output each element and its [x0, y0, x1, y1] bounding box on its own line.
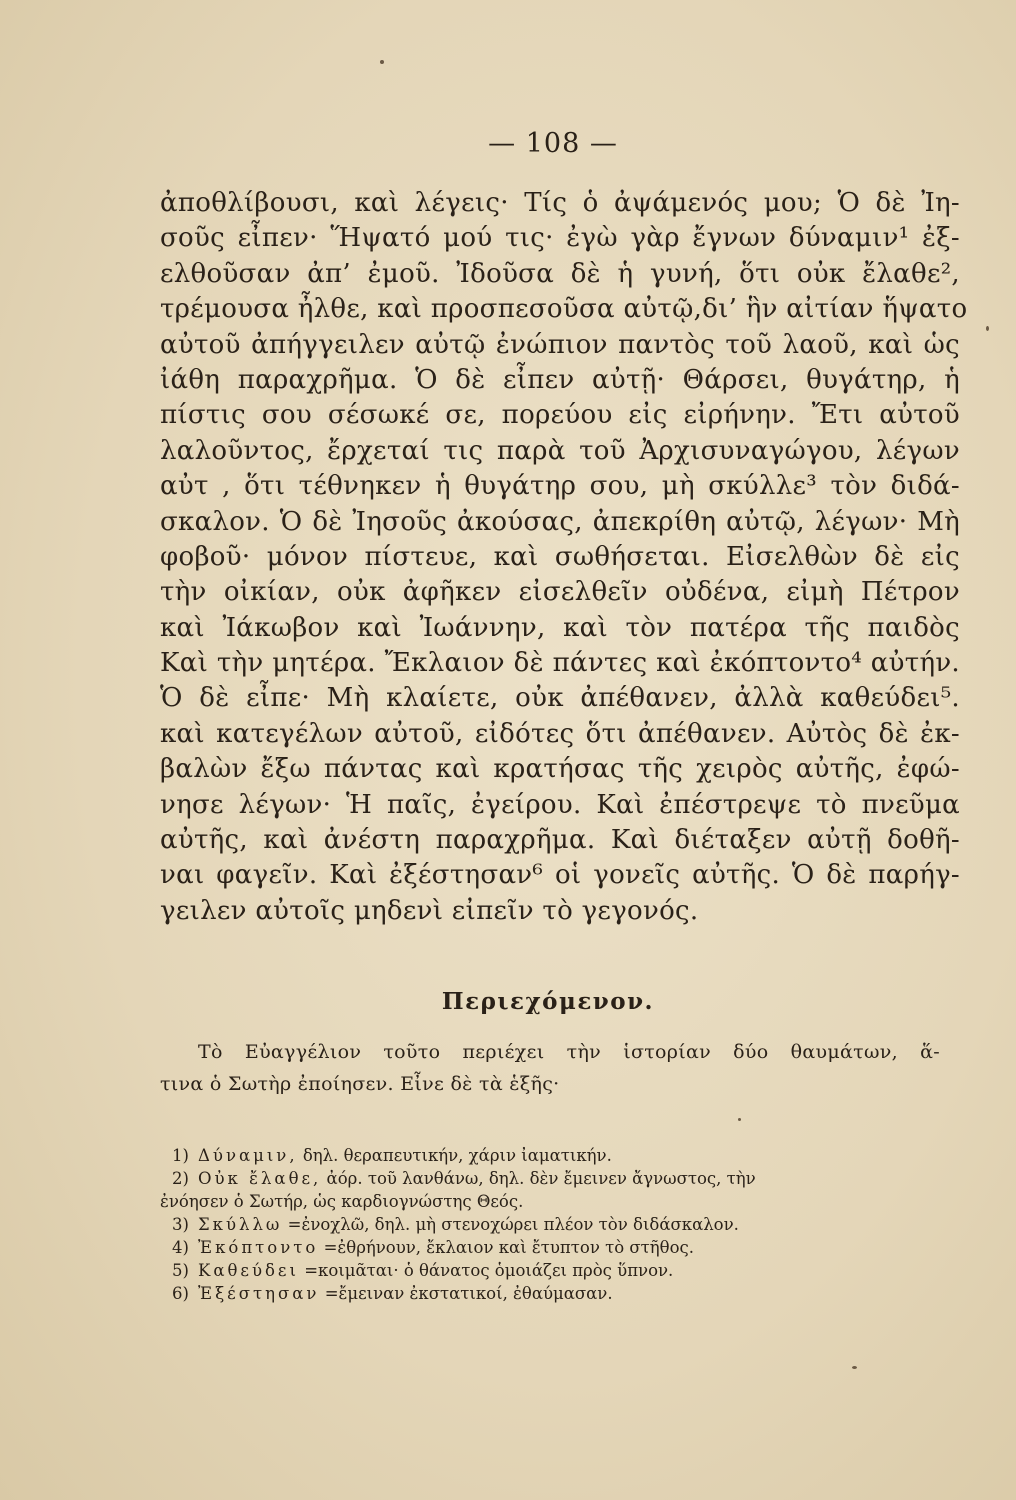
footnote-number: 5): [172, 1261, 189, 1280]
footnote-text: δηλ. θεραπευτικήν, χάριν ἰαματικήν.: [302, 1146, 612, 1165]
ink-speck: [986, 326, 989, 331]
footnote-term: Οὐκ ἔλαθε,: [198, 1169, 322, 1188]
footnote-term: Σκύλλω: [198, 1215, 283, 1234]
footnote: [172, 1236, 932, 1259]
text-line: σοῦς εἶπεν· Ἥψατό μού τις· ἐγὼ γὰρ ἔγνων δύναμιν¹ ἐξ-: [160, 223, 960, 254]
text-line: λαλοῦντος, ἔρχεταί τις παρὰ τοῦ Ἀρχισυναγώγου, λέγων: [160, 435, 960, 466]
ink-speck: [738, 1118, 741, 1121]
text-line: σκαλον. Ὁ δὲ Ἰησοῦς ἀκούσας, ἀπεκρίθη αὐτῷ, λέγων· Μὴ: [160, 506, 960, 537]
text-line: Καὶ τὴν μητέρα. Ἔκλαιον δὲ πάντες καὶ ἐκόπτοντο⁴ αὐτήν.: [160, 648, 960, 679]
content-line: Τὸ Εὐαγγέλιον τοῦτο περιέχει τὴν ἱστορίαν δύο θαυμάτων, ἅ-: [198, 1041, 940, 1063]
text-line: ναι φαγεῖν. Καὶ ἐξέστησαν⁶ οἱ γονεῖς αὐτῆς. Ὁ δὲ παρήγ-: [160, 860, 960, 891]
text-line: νησε λέγων· Ἡ παῖς, ἐγείρου. Καὶ ἐπέστρεψε τὸ πνεῦμα: [160, 789, 960, 820]
text-line: γειλεν αὐτοῖς μηδενὶ εἰπεῖν τὸ γεγονός.: [160, 895, 699, 926]
ink-speck: [380, 60, 384, 64]
footnote-text: =ἐθρήνουν, ἔκλαιον καὶ ἔτυπτον τὸ στῆθος.: [323, 1238, 695, 1257]
ink-speck: [852, 1366, 857, 1369]
text-line: βαλὼν ἔξω πάντας καὶ κρατήσας τῆς χειρὸς αὐτῆς, ἐφώ-: [160, 754, 960, 785]
text-line: αὐτῆς, καὶ ἀνέστη παραχρῆμα. Καὶ διέταξεν αὐτῇ δοθῆ-: [160, 825, 960, 856]
footnote: [172, 1282, 932, 1305]
text-line: πίστις σου σέσωκέ σε, πορεύου εἰς εἰρήνην. Ἔτι αὐτοῦ: [160, 400, 960, 431]
content-line: τινα ὁ Σωτὴρ ἐποίησεν. Εἶνε δὲ τὰ ἑξῆς·: [160, 1073, 560, 1095]
text-line: Ὁ δὲ εἶπε· Μὴ κλαίετε, οὐκ ἀπέθανεν, ἀλλὰ καθεύδει⁵.: [160, 683, 960, 714]
footnote-text: =ἔμειναν ἐκστατικοί, ἐθαύμασαν.: [324, 1284, 613, 1303]
footnote-text: ἀόρ. τοῦ λανθάνω, δηλ. δὲν ἔμεινεν ἄγνωστος, τὴν: [326, 1169, 756, 1188]
footnote-term: Ἐκόπτοντο: [198, 1238, 319, 1257]
footnote-term: Δύναμιν,: [198, 1146, 298, 1165]
footnote: [172, 1144, 932, 1167]
footnotes: [160, 1144, 932, 1305]
footnote-number: 2): [172, 1169, 189, 1188]
footnote-text: ἐνόησεν ὁ Σωτήρ, ὡς καρδιογνώστης Θεός.: [160, 1192, 524, 1211]
footnote: [172, 1167, 932, 1190]
main-text-block: [160, 186, 968, 929]
text-line: τρέμουσα ἦλθε, καὶ προσπεσοῦσα αὐτῷ,δι’ ἣν αἰτίαν ἥψατο: [160, 294, 968, 325]
footnote-term: Καθεύδει: [198, 1261, 299, 1280]
footnote-term: Ἐξέστησαν: [198, 1284, 320, 1303]
footnote-number: 3): [172, 1215, 189, 1234]
footnote-number: 6): [172, 1284, 189, 1303]
footnote-number: 1): [172, 1146, 189, 1165]
footnote-number: 4): [172, 1238, 189, 1257]
content-paragraph: [160, 1036, 940, 1100]
footnote-text: =ἐνοχλῶ, δηλ. μὴ στενοχώρει πλέον τὸν διδάσκαλον.: [287, 1215, 739, 1234]
text-line: αὐτ , ὅτι τέθνηκεν ἡ θυγάτηρ σου, μὴ σκύλλε³ τὸν διδά-: [160, 471, 960, 502]
text-line: φοβοῦ· μόνον πίστευε, καὶ σωθήσεται. Εἰσελθὼν δὲ εἰς: [160, 541, 960, 572]
text-line: ελθοῦσαν ἀπ’ ἐμοῦ. Ἰδοῦσα δὲ ἡ γυνή, ὅτι οὐκ ἔλαθε²,: [160, 258, 960, 289]
text-line: ἀποθλίβουσι, καὶ λέγεις· Τίς ὁ ἀψάμενός μου; Ὁ δὲ Ἰη-: [160, 188, 960, 218]
page-number: — 108 —: [488, 128, 618, 159]
section-title: Περιεχόμενον.: [441, 988, 655, 1015]
text-line: αὐτοῦ ἀπήγγειλεν αὐτῷ ἐνώπιον παντὸς τοῦ λαοῦ, καὶ ὡς: [160, 329, 960, 360]
text-line: ἰάθη παραχρῆμα. Ὁ δὲ εἶπεν αὐτῇ· Θάρσει, θυγάτηρ, ἡ: [160, 364, 960, 395]
footnote: [160, 1190, 932, 1213]
footnote: [172, 1213, 932, 1236]
text-line: καὶ Ἰάκωβον καὶ Ἰωάννην, καὶ τὸν πατέρα τῆς παιδὸς: [160, 612, 960, 643]
text-line: τὴν οἰκίαν, οὐκ ἀφῆκεν εἰσελθεῖν οὐδένα, εἰμὴ Πέτρον: [160, 577, 960, 608]
text-line: καὶ κατεγέλων αὐτοῦ, εἰδότες ὅτι ἀπέθανεν. Αὐτὸς δὲ ἐκ-: [160, 718, 960, 749]
footnote-text: =κοιμᾶται· ὁ θάνατος ὁμοιάζει πρὸς ὕπνον.: [304, 1261, 674, 1280]
footnote: [172, 1259, 932, 1282]
